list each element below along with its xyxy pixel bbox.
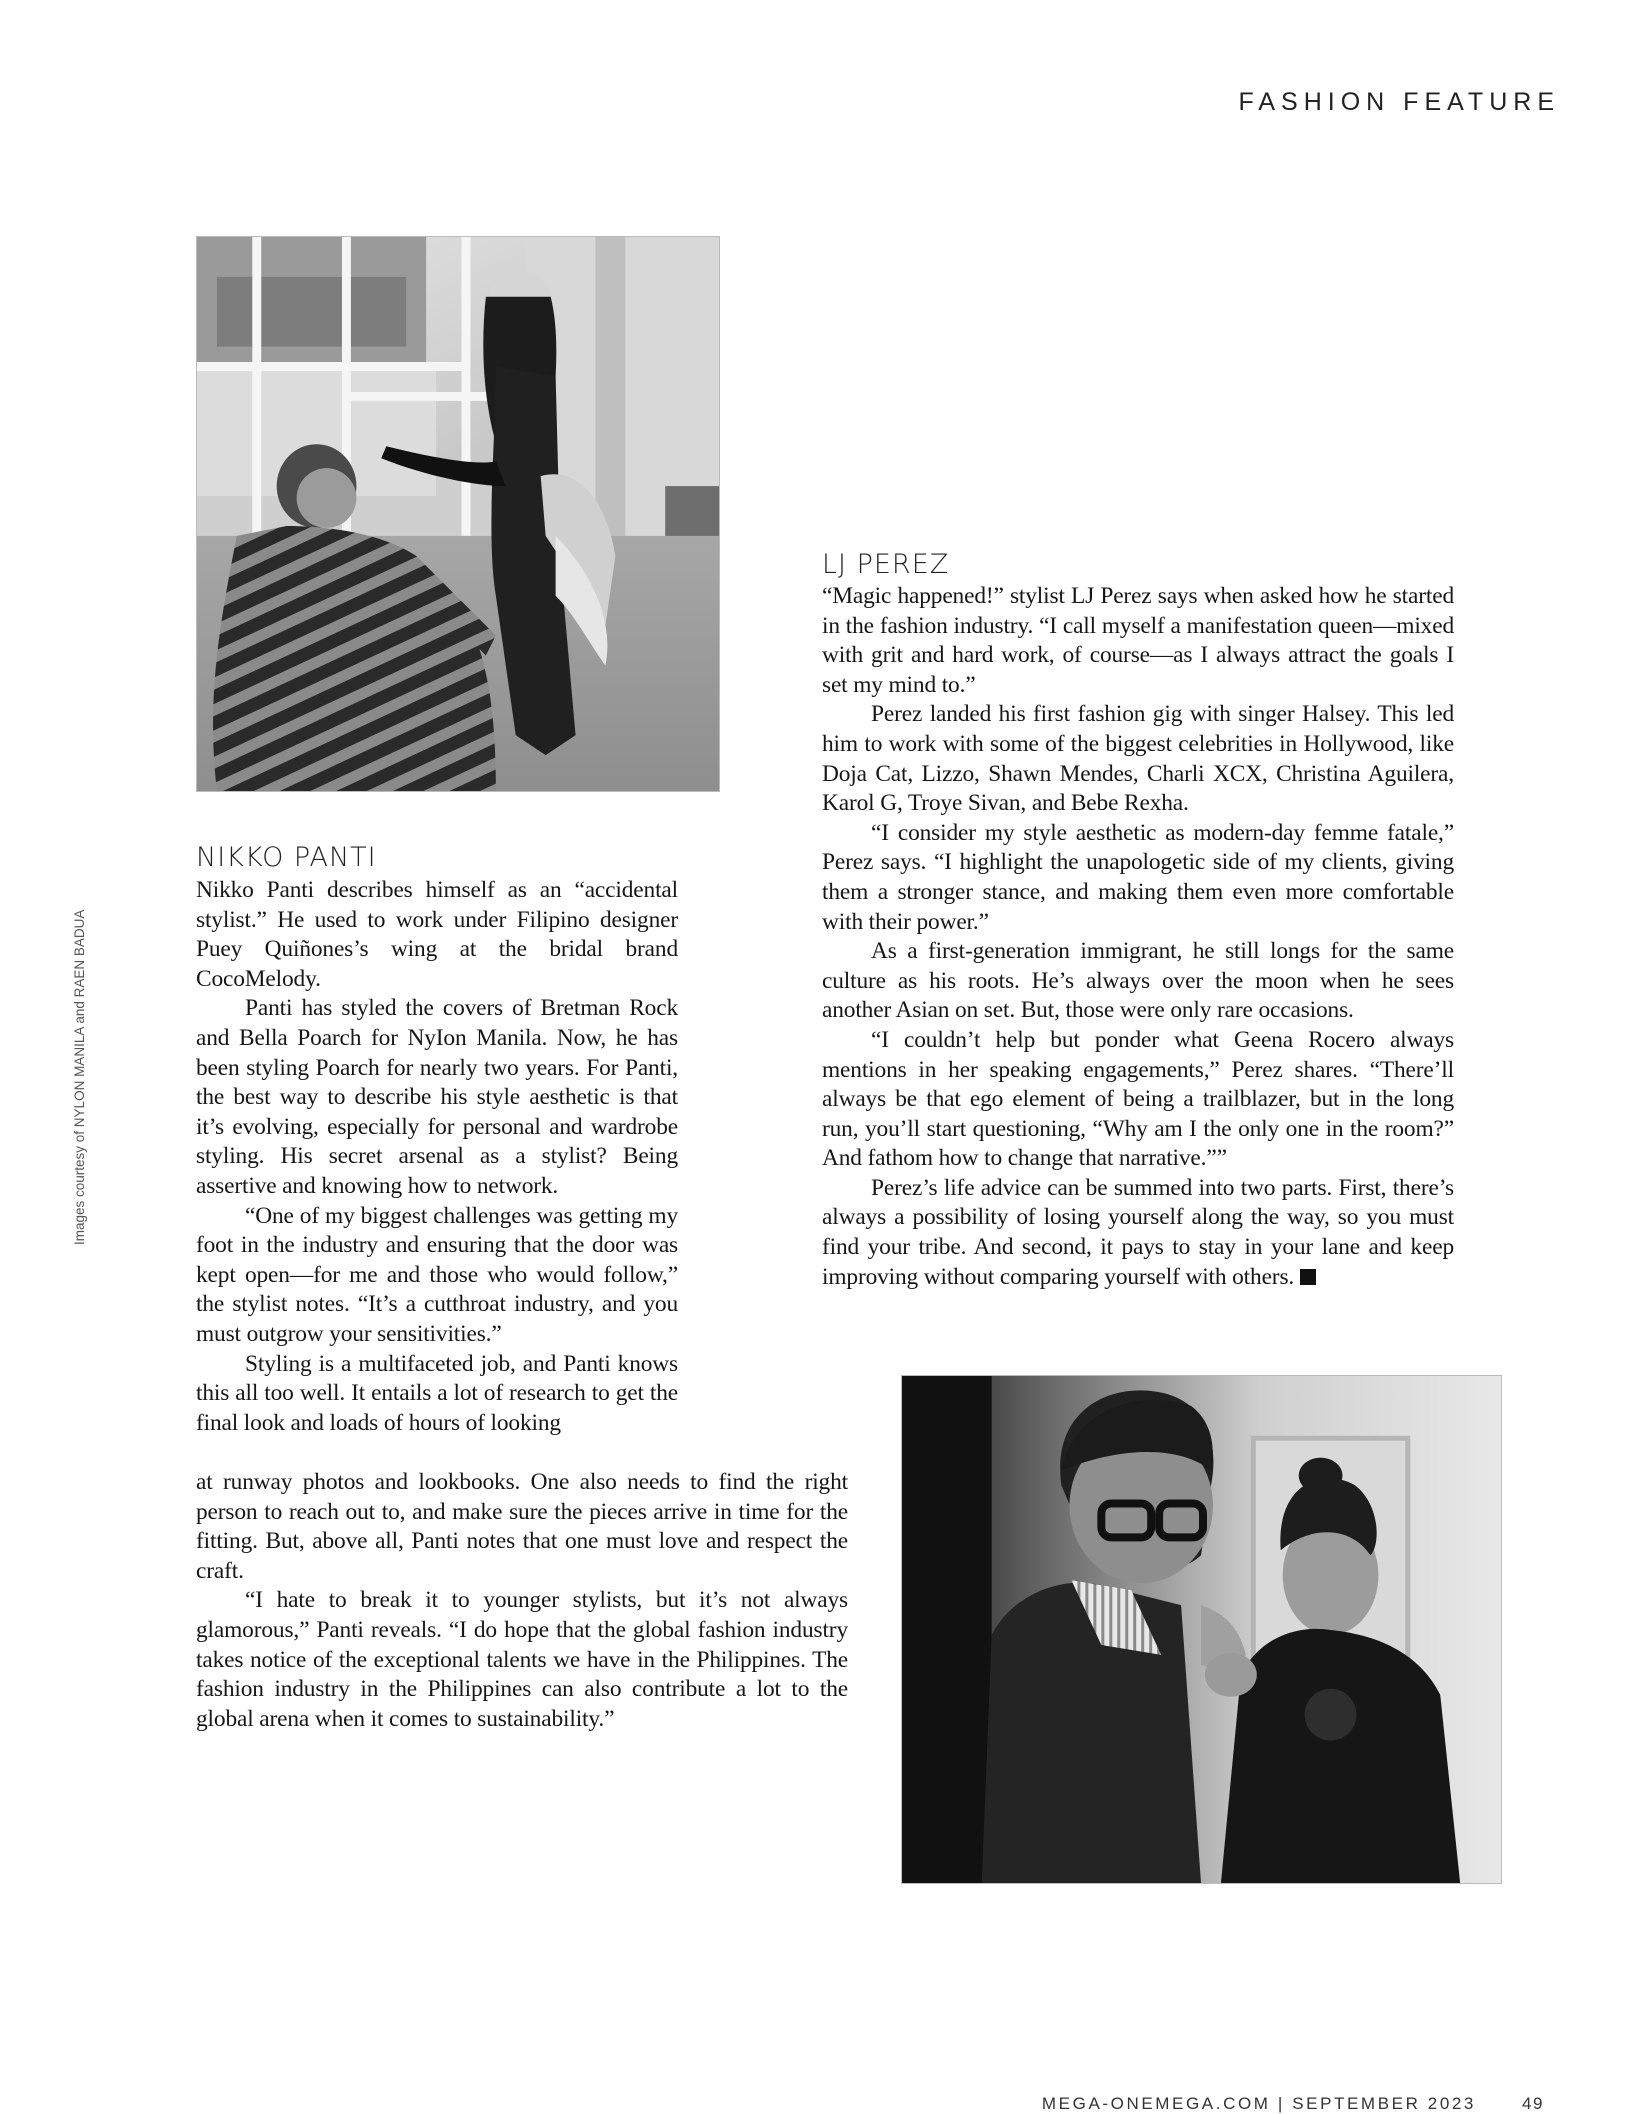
lj-paragraph-6-wrap [822, 1174, 1454, 1292]
nikko-paragraph-4-end: at runway photos and lookbooks. One also needs to find the right person to reach out to, and make sure the pieces arrive in time for the fitting. But, above all, Panti notes that one must love and respect the craft. [196, 1469, 848, 1584]
photo-credit: Images courtesy of NYLON MANILA and RAEN BADUA [72, 909, 87, 1245]
section-label: FASHION FEATURE [1238, 88, 1560, 116]
lj-paragraph-2: Perez landed his first fashion gig with singer Halsey. This led him to work with some of the biggest celebrities in Hollywood, like Doja Cat, Lizzo, Shawn Mendes, Charli XCX, Christina Aguilera, Karol G, Troye Sivan, and Bebe Rexha. [822, 701, 1454, 817]
section-heading-nikko: NIKKO PANTI [196, 842, 377, 873]
stylist-adjusting-jacket-photo-icon [901, 1375, 1502, 1884]
lj-paragraph-4: As a first-generation immigrant, he still longs for the same culture as his roots. He’s always over the moon when he sees another Asian on set. But, those were only rare occasions. [822, 938, 1454, 1024]
lj-paragraph-5: “I couldn’t help but ponder what Geena Rocero always mentions in her speaking engagements,” Perez shares. “There’ll always be that ego element of being a trailblazer, but in the long run, you’ll start questioning, “Why am I the only one in the room?” And fathom how to change that narrative.”” [822, 1026, 1454, 1172]
lj-paragraph-6: Perez’s life advice can be summed into two parts. First, there’s always a possibility of losing yourself along the way, so you must find your tribe. And second, it pays to stay in your lane and keep improving without comparing yourself with others. [822, 1174, 1454, 1290]
nikko-paragraph-4-start: Styling is a multifaceted job, and Panti knows this all too well. It entails a lot of research to get the final look and loads of hours of looking [196, 1350, 678, 1436]
nikko-column-lower [196, 1468, 848, 1734]
nikko-column-upper [196, 876, 678, 1438]
lj-column [822, 582, 1454, 1292]
nikko-paragraph-3: “One of my biggest challenges was getting my foot in the industry and ensuring that the door was kept open—for me and those who would follow,” the stylist notes. “It’s a cutthroat industry, and you must outgrow your sensitivities.” [196, 1202, 678, 1347]
stylist-fitting-gown-photo-icon [196, 236, 720, 792]
page-number: 49 [1522, 2094, 1544, 2113]
section-heading-lj: LJ PEREZ [822, 549, 950, 580]
nikko-paragraph-5: “I hate to break it to younger stylists, but it’s not always glamorous,” Panti reveals. “I do hope that the global fashion industry takes notice of the exceptional talents we have in the Philippines. The fashion industry in the Philippines can also contribute a lot to the global arena when it comes to sustainability.” [196, 1587, 848, 1732]
lj-paragraph-1: “Magic happened!” stylist LJ Perez says when asked how he started in the fashion industry. “I call myself a manifestation queen—mixed with grit and hard work, of course—as I always attract the goals I set my mind to.” [822, 583, 1454, 698]
footer-site-date: MEGA-ONEMEGA.COM | SEPTEMBER 2023 [1041, 2094, 1476, 2113]
lj-paragraph-3: “I consider my style aesthetic as modern-day femme fatale,” Perez says. “I highlight the unapologetic side of my clients, giving them a stronger stance, and making them even more comfortable with their power.” [822, 819, 1454, 935]
end-mark-icon [1300, 1269, 1316, 1285]
nikko-paragraph-1: Nikko Panti describes himself as an “accidental stylist.” He used to work under Filipino designer Puey Quiñones’s wing at the bridal brand CocoMelody. [196, 877, 678, 992]
nikko-paragraph-2: Panti has styled the covers of Bretman Rock and Bella Poarch for NyIon Manila. Now, he has been styling Poarch for nearly two years. For Panti, the best way to describe his style aesthetic is that it’s evolving, especially for personal and wardrobe styling. His secret arsenal as a stylist? Being assertive and knowing how to network. [196, 995, 678, 1199]
